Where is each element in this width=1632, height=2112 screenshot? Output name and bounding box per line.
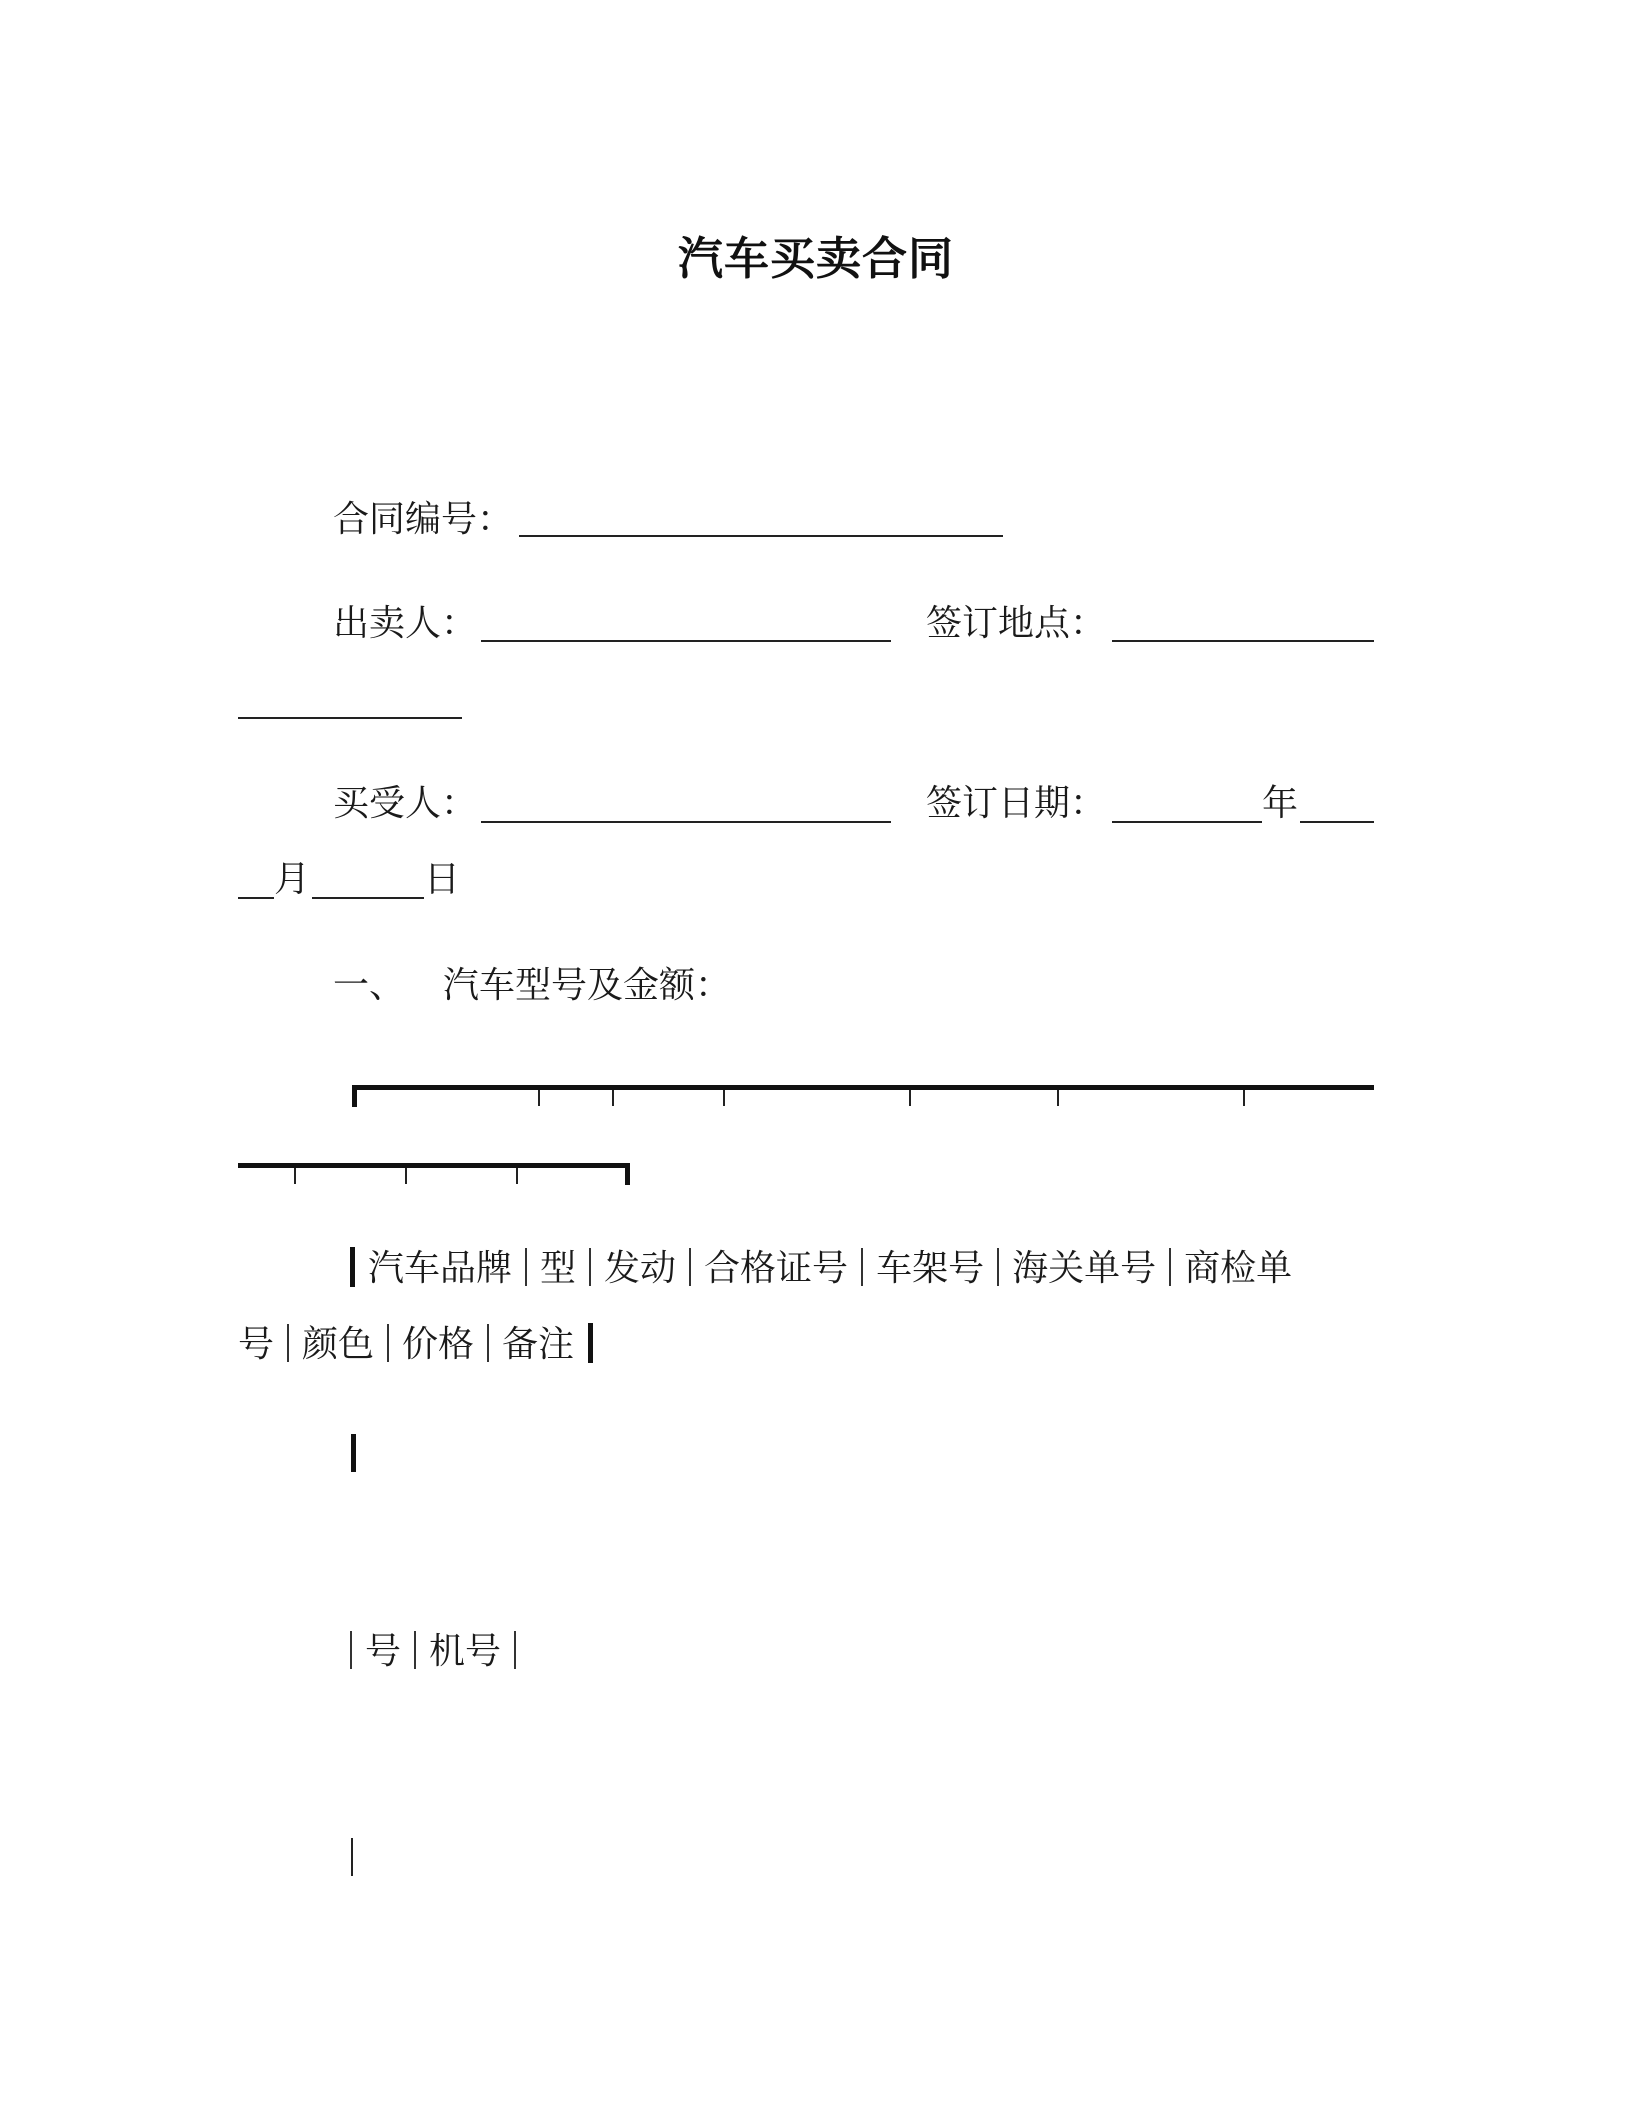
sign-year-blank[interactable] (1112, 821, 1262, 823)
table-cell-divider (589, 1248, 591, 1286)
table-top-right-corner (625, 1163, 630, 1185)
table-top-divider (909, 1090, 911, 1106)
table-cell-divider (350, 1631, 352, 1669)
table-row-border (351, 1434, 356, 1472)
year-label: 年 (1262, 783, 1299, 824)
sign-day-blank[interactable] (312, 897, 424, 899)
table-cell-divider (861, 1248, 863, 1286)
table-header-cell: 车架号 (876, 1248, 985, 1289)
table-right-border (588, 1323, 593, 1363)
table-top-divider (723, 1090, 725, 1106)
sign-month-blank[interactable] (1300, 821, 1374, 823)
table-top-divider (405, 1168, 407, 1184)
sign-place-label: 签订地点： (926, 603, 1107, 644)
table-cell-divider (997, 1248, 999, 1286)
table-header-cell: 颜色 (302, 1324, 375, 1365)
table-sub-header-cell: 号 (365, 1631, 402, 1672)
contract-number-blank[interactable] (519, 535, 1003, 537)
table-header-cell: 备注 (502, 1324, 575, 1365)
table-top-divider (538, 1090, 540, 1106)
table-cell-divider (1169, 1248, 1171, 1286)
table-header-cell: 汽车品牌 (368, 1248, 513, 1289)
table-top-border (352, 1085, 1374, 1090)
document-title: 汽车买卖合同 (677, 232, 954, 285)
contract-number-label: 合同编号： (333, 499, 514, 540)
table-header-row-continued (238, 1321, 593, 1369)
table-header-cell: 合格证号 (704, 1248, 849, 1289)
seller-label: 出卖人： (333, 603, 478, 644)
table-top-divider (1057, 1090, 1059, 1106)
table-header-cell: 商检单 (1184, 1248, 1293, 1289)
table-sub-header-row (350, 1628, 529, 1676)
table-header-cell: 型 (540, 1248, 577, 1289)
sign-month-blank-continued[interactable] (238, 897, 274, 899)
buyer-label: 买受人： (333, 783, 478, 824)
table-sub-header-cell: 机号 (429, 1631, 502, 1672)
table-cell-divider (287, 1324, 289, 1362)
table-cell-divider (514, 1631, 516, 1669)
table-top-divider (294, 1168, 296, 1184)
sign-place-blank[interactable] (1112, 640, 1374, 642)
table-header-cell: 号 (238, 1324, 275, 1365)
table-cell-divider (525, 1248, 527, 1286)
table-cell-divider (414, 1631, 416, 1669)
table-header-row (350, 1245, 1292, 1293)
buyer-blank[interactable] (481, 821, 891, 823)
day-label: 日 (424, 859, 461, 900)
table-header-cell: 海关单号 (1012, 1248, 1157, 1289)
table-top-divider (1243, 1090, 1245, 1106)
section-1-title: 汽车型号及金额： (443, 965, 732, 1006)
seller-blank[interactable] (481, 640, 891, 642)
table-top-divider (612, 1090, 614, 1106)
table-top-border-continued (238, 1163, 630, 1168)
table-header-cell: 价格 (402, 1324, 475, 1365)
table-left-border (350, 1247, 355, 1287)
month-label: 月 (274, 859, 311, 900)
section-1-heading (333, 962, 731, 1010)
table-cell-divider (487, 1324, 489, 1362)
table-row-border (351, 1838, 353, 1876)
table-top-divider (516, 1168, 518, 1184)
section-1-number: 一、 (333, 965, 406, 1006)
table-cell-divider (689, 1248, 691, 1286)
table-top-left-corner (352, 1085, 357, 1107)
sign-date-label: 签订日期： (926, 783, 1107, 824)
table-cell-divider (387, 1324, 389, 1362)
sign-place-blank-continued[interactable] (238, 717, 462, 719)
table-header-cell: 发动 (604, 1248, 677, 1289)
